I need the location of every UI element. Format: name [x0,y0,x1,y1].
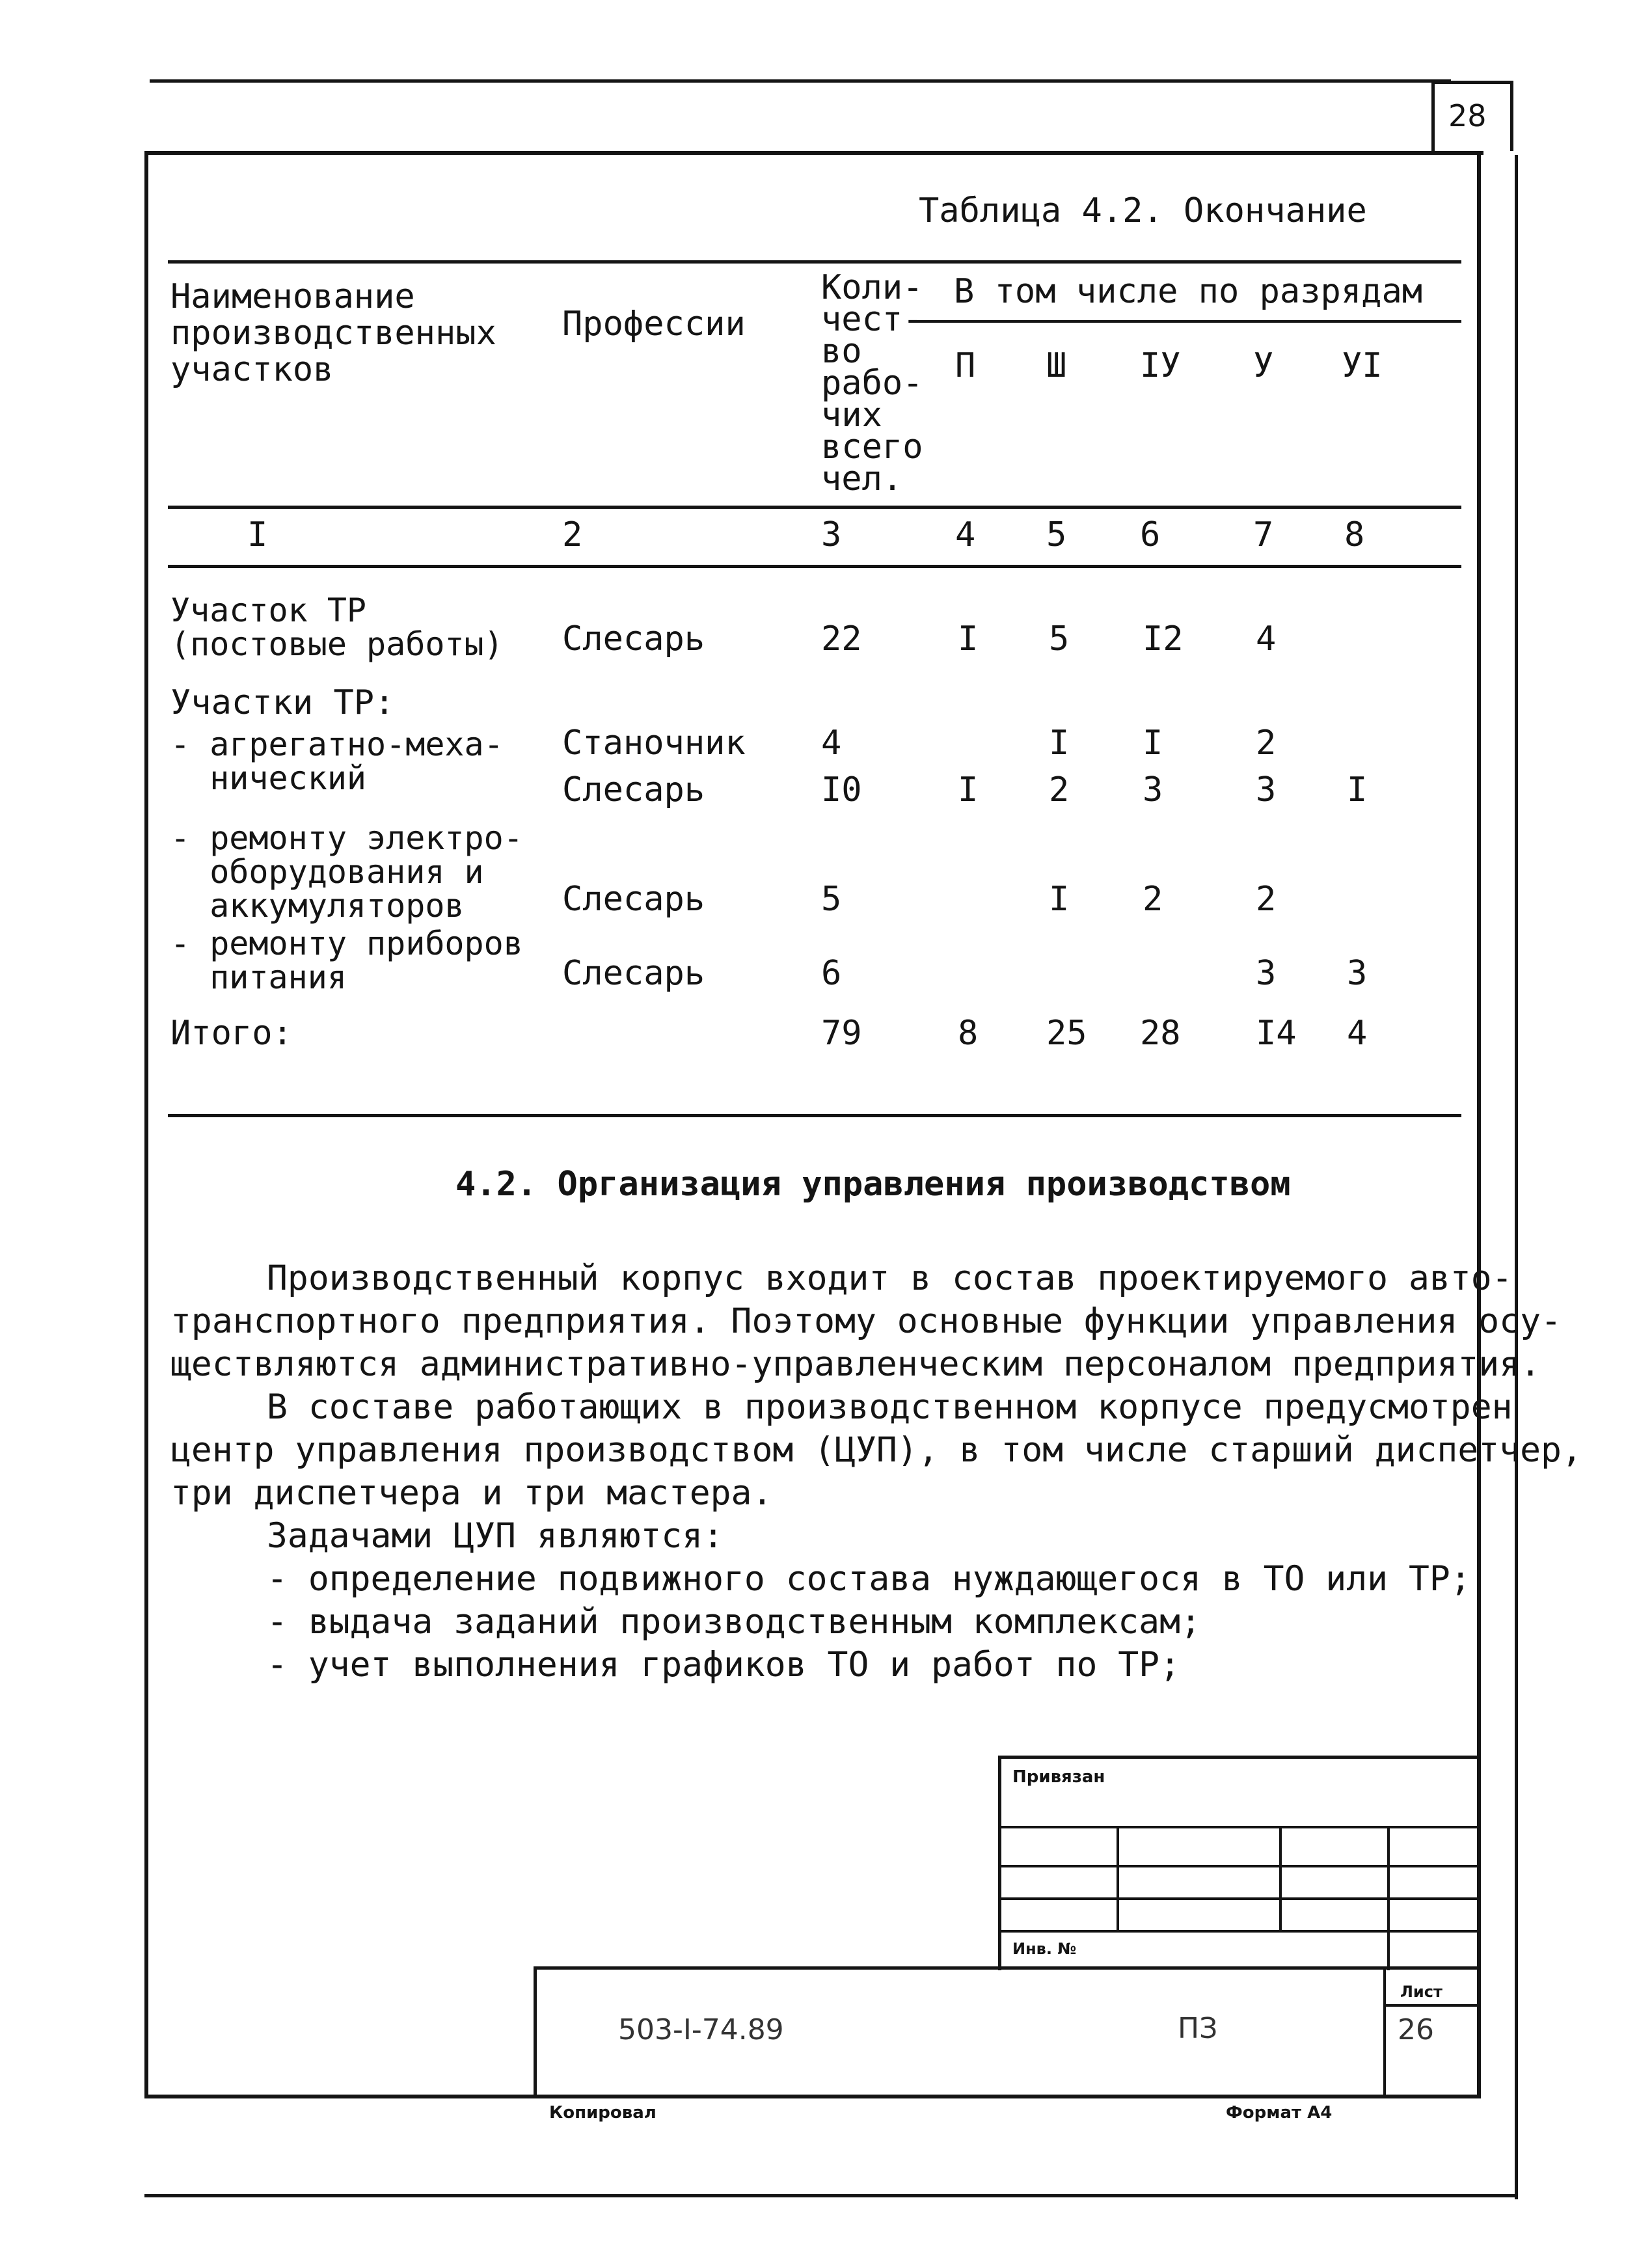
stamp-vline [1387,1827,1390,1970]
footer-format-label: Формат А4 [1226,2103,1333,2123]
outer-bottom [144,2194,1518,2197]
table-row-profession: Слесарь [562,880,705,919]
table-cell-grade: I [958,619,979,658]
table-cell-total: 5 [821,880,842,919]
table-cell-grade: I4 [1256,1014,1297,1053]
col-number: 7 [1253,515,1274,554]
table-row-name: - ремонту приборов питания [170,925,523,996]
table-cell-grade: 2 [1256,724,1277,763]
stamp-vline [1279,1827,1282,1931]
table-cell-grade: 28 [1140,1014,1181,1053]
table-cell-grade: 8 [958,1014,979,1053]
table-cell-grade: I [1049,724,1070,763]
table-row-name: Участок ТР (постовые работы) [170,591,504,663]
stamp-sheet-vline [1383,1968,1386,2097]
table-cell-grade: I [958,770,979,809]
table-row-profession: Слесарь [562,954,705,993]
header-grade-3: Ш [1046,346,1067,385]
table-cell-total: 22 [821,619,862,658]
table-cell-grade: I [1049,880,1070,919]
paragraph-line: транспортного предприятия. Поэтому основные функции управления осу- [170,1301,1562,1341]
header-grade-4: ІУ [1140,346,1181,385]
top-rule [150,79,1451,83]
table-cell-grade: 3 [1256,770,1277,809]
table-rule-group [911,320,1461,323]
table-cell-grade: 2 [1049,770,1070,809]
table-cell-grade: 2 [1143,880,1163,919]
stamp-doc-type: ПЗ [1178,2012,1218,2045]
stamp-rule [998,1826,1481,1828]
header-professions: Профессии [562,305,746,344]
table-row-name: Итого: [170,1014,293,1053]
table-rule-header-bottom [168,506,1461,509]
table-cell-grade: I [1143,724,1163,763]
stamp-rule [998,1897,1481,1900]
table-row-profession: Слесарь [562,619,705,658]
table-cell-grade: 5 [1049,619,1070,658]
table-cell-grade: I [1347,770,1368,809]
col-number: 6 [1140,515,1161,554]
frame-left [144,151,148,2098]
table-row-name: - ремонту электро- оборудования и аккумуляторов [170,819,523,925]
header-grade-6: УІ [1342,346,1383,385]
stamp-sheet-label: Лист [1400,1983,1442,2001]
section-heading: 4.2. Организация управления производством [455,1165,1291,1204]
col-number: 2 [562,515,583,554]
table-rule-end [168,1114,1461,1117]
stamp-vline [1117,1827,1119,1931]
table-row-name: - агрегатно-меха- нический [170,726,504,797]
table-row-name: Участки ТР: [170,683,395,722]
header-grades-group: В том числе по разрядам [954,272,1423,311]
header-grade-2: П [955,346,976,385]
header-grade-5: У [1253,346,1274,385]
list-item: - учет выполнения графиков ТО и работ по ТР; [267,1645,1180,1685]
paragraph-line: ществляются административно-управленческим персоналом предприятия. [170,1344,1541,1384]
col-number: 4 [955,515,976,554]
table-cell-grade: 2 [1256,880,1277,919]
stamp-sheet-number: 26 [1398,2013,1434,2046]
stamp-rule [998,1930,1481,1933]
stamp-privyazan-label: Привязан [1012,1767,1105,1787]
paragraph-line: В составе работающих в производственном корпусе предусмотрен [267,1387,1513,1427]
table-cell-total: 4 [821,724,842,763]
paragraph-line: Задачами ЦУП являются: [267,1516,724,1556]
table-cell-grade: 3 [1256,954,1277,993]
paragraph-line: три диспетчера и три мастера. [170,1473,773,1513]
paragraph-line: Производственный корпус входит в состав проектируемого авто- [267,1258,1513,1298]
table-caption: Таблица 4.2. Окончание [919,191,1367,230]
table-rule-top [168,260,1461,264]
table-row-profession: Станочник [562,724,746,763]
table-row-profession: Слесарь [562,770,705,809]
list-item: - определение подвижного состава нуждающегося в ТО или ТР; [267,1559,1471,1599]
stamp-privyazan-block [998,1756,1481,1970]
footer-copied-label: Копировал [549,2103,657,2123]
table-cell-total: 6 [821,954,842,993]
stamp-rule [998,1865,1481,1867]
col-number: 8 [1344,515,1365,554]
stamp-inv-label: Инв. № [1012,1940,1077,1958]
col-number: 3 [821,515,842,554]
table-cell-grade: 4 [1347,1014,1368,1053]
table-cell-grade: I2 [1143,619,1184,658]
table-cell-total: 79 [821,1014,862,1053]
col-number: I [247,515,268,554]
page-number: 28 [1448,98,1487,133]
table-cell-grade: 3 [1347,954,1368,993]
frame-top [144,151,1483,155]
table-cell-total: I0 [821,770,862,809]
paragraph-line: центр управления производством (ЦУП), в том числе старший диспетчер, [170,1430,1582,1470]
list-item: - выдача заданий производственным комплексам; [267,1602,1201,1642]
table-rule-numbers-bottom [168,565,1461,568]
header-sections: Наименование производственных участков [170,277,496,389]
table-cell-grade: 3 [1143,770,1163,809]
col-number: 5 [1046,515,1067,554]
stamp-doc-code: 503-I-74.89 [618,2013,784,2046]
table-cell-grade: 4 [1256,619,1277,658]
header-workers-total: Коли- чест- во рабо- чих всего чел. [821,268,923,498]
outer-right [1515,155,1518,2199]
stamp-sheet-rule [1383,2004,1481,2007]
table-cell-grade: 25 [1046,1014,1087,1053]
